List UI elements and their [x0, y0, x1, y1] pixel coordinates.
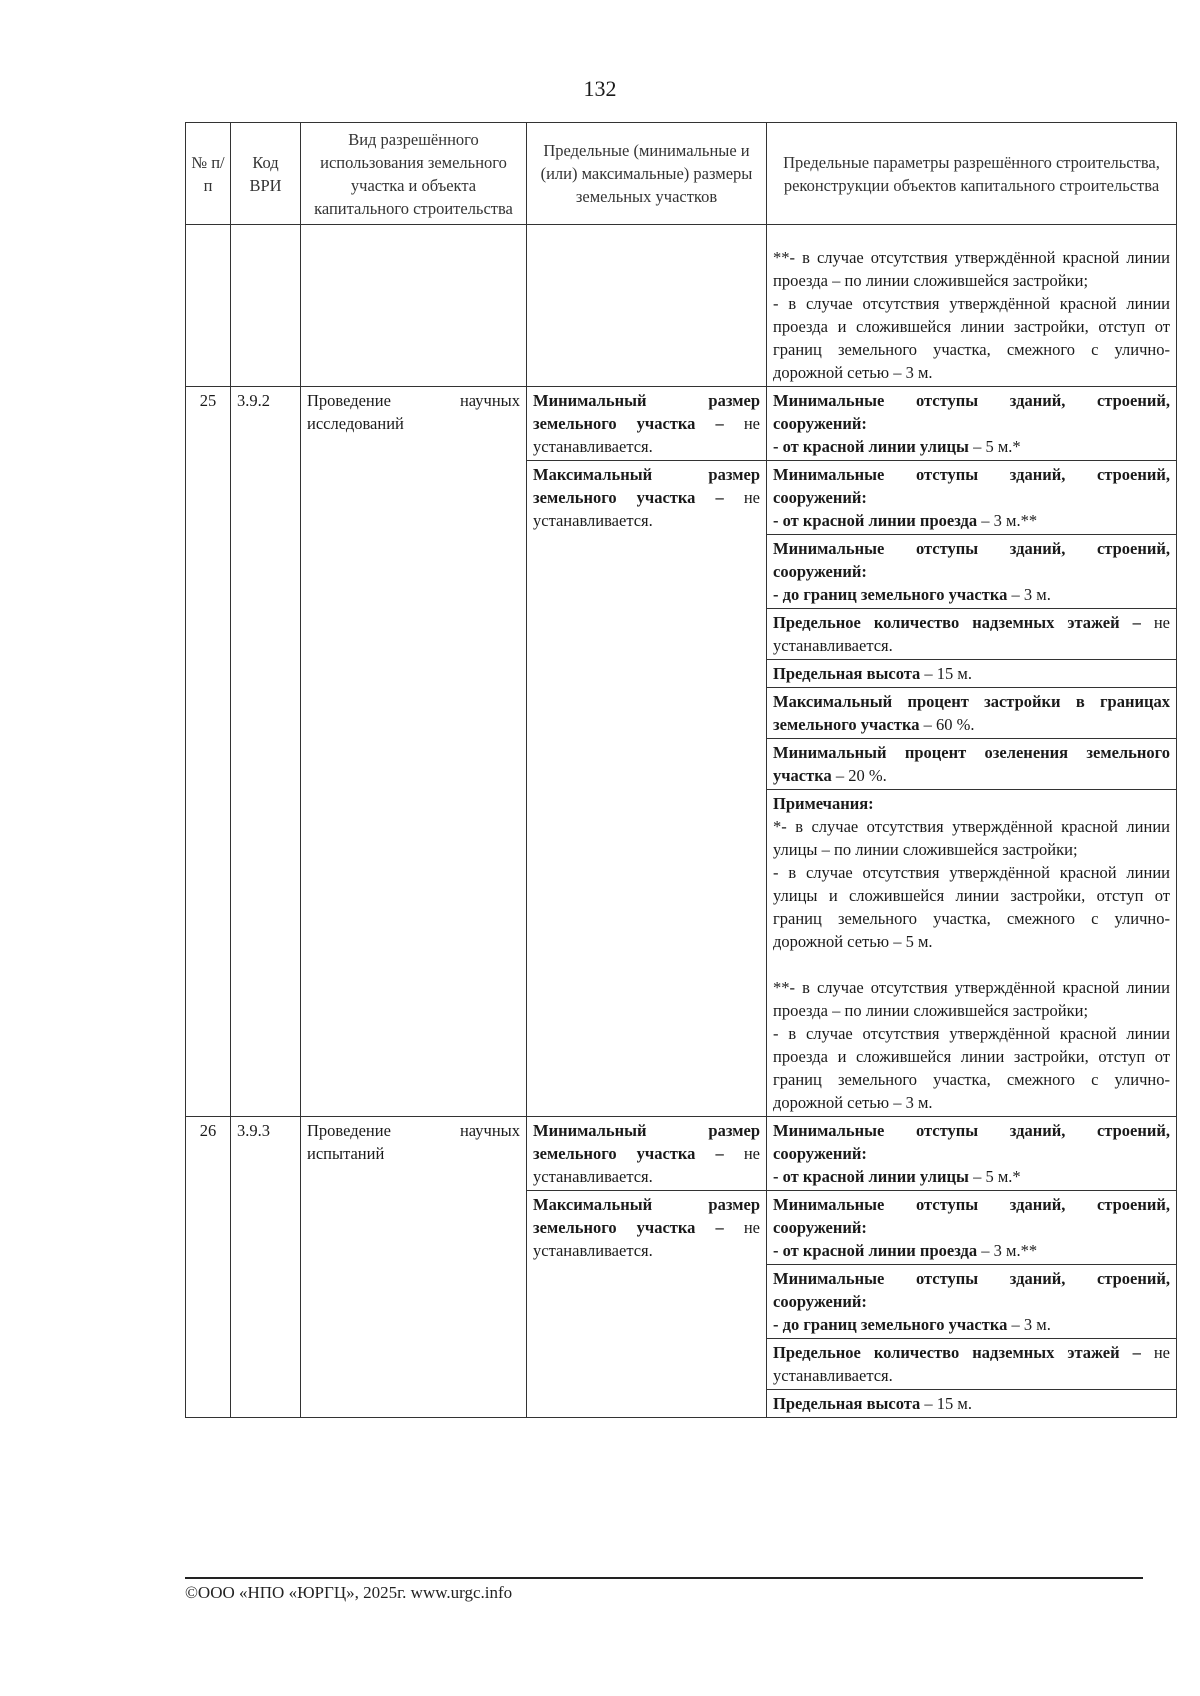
row25-note-1: *- в случае отсутствия утверждённой красной линии улицы – по линии сложившейся застройки;	[773, 817, 1170, 859]
row25-max-size-value: не устанавливается.	[533, 488, 760, 530]
row26-floors-value: не устанавливается.	[773, 1343, 1170, 1385]
regulations-table	[185, 122, 1177, 1418]
cont-num-cell	[186, 225, 231, 387]
row25-type: Проведение научных исследований	[301, 387, 527, 1117]
row26-setback-boundary-value: – 3 м.	[1007, 1315, 1051, 1334]
header-row	[186, 123, 1177, 225]
row25-setback-boundary-label: Минимальные отступы зданий, строений, сооружений:	[773, 539, 1170, 581]
row25-setback-street	[767, 387, 1176, 461]
row25-setback-driveway-value: – 3 м.**	[977, 511, 1038, 530]
row25-max-size-label: Максимальный размер земельного участка –	[533, 465, 760, 507]
row26-setback-driveway-value: – 3 м.**	[977, 1241, 1038, 1260]
row26-min-size-value: не устанавливается.	[533, 1144, 760, 1186]
table-row-25	[186, 387, 1177, 1117]
cont-params-cell	[767, 225, 1177, 387]
row25-greening-label: Минимальный процент озеленения земельного участка	[773, 743, 1170, 785]
row25-coverage-value: – 60 %.	[919, 715, 975, 734]
header-size: Предельные (минимальные и (или) максимальные) размеры земельных участков	[527, 123, 767, 225]
row25-setback-driveway-line: - от красной линии проезда	[773, 511, 978, 530]
row25-min-size-label: Минимальный размер земельного участка –	[533, 391, 760, 433]
row26-params-cell	[767, 1117, 1177, 1418]
row25-setback-street-label: Минимальные отступы зданий, строений, сооружений:	[773, 391, 1170, 433]
row25-setback-street-value: – 5 м.*	[968, 437, 1021, 456]
continuation-row	[186, 225, 1177, 387]
cont-type-cell	[301, 225, 527, 387]
row26-setback-boundary-line: - до границ земельного участка	[773, 1315, 1008, 1334]
row25-greening-value: – 20 %.	[831, 766, 887, 785]
row25-setback-street-line: - от красной линии улицы	[773, 437, 969, 456]
row26-floors-label: Предельное количество надземных этажей –	[773, 1343, 1141, 1362]
row26-size-cell	[527, 1117, 767, 1418]
row26-setback-boundary	[767, 1265, 1176, 1339]
row26-height-value: – 15 м.	[920, 1394, 972, 1413]
header-type: Вид разрешённого использования земельного участка и объекта капитального строительства	[301, 123, 527, 225]
row25-note-3: **- в случае отсутствия утверждённой красной линии проезда – по линии сложившейся застройки;	[773, 978, 1170, 1020]
row26-floors	[767, 1339, 1176, 1390]
row25-note-2: - в случае отсутствия утверждённой красной линии улицы и сложившейся линии застройки, отступ от границ земельного участка, смежного с улично-дорожной сетью – 5 м.	[773, 863, 1170, 951]
table-row-26	[186, 1117, 1177, 1418]
row25-notes-gap	[773, 953, 1170, 976]
header-params: Предельные параметры разрешённого строительства, реконструкции объектов капитального строительства	[767, 123, 1177, 225]
row26-setback-street-value: – 5 м.*	[968, 1167, 1021, 1186]
row25-setback-driveway	[767, 461, 1176, 535]
row26-setback-driveway-line: - от красной линии проезда	[773, 1241, 978, 1260]
row26-setback-boundary-label: Минимальные отступы зданий, строений, сооружений:	[773, 1269, 1170, 1311]
row26-type: Проведение научных испытаний	[301, 1117, 527, 1418]
row25-setback-boundary	[767, 535, 1176, 609]
footer-divider	[185, 1577, 1143, 1579]
row25-floors	[767, 609, 1176, 660]
row26-setback-driveway	[767, 1191, 1176, 1265]
row25-floors-label: Предельное количество надземных этажей –	[773, 613, 1141, 632]
row25-setback-boundary-line: - до границ земельного участка	[773, 585, 1008, 604]
row25-max-size	[527, 461, 766, 534]
row26-code: 3.9.3	[231, 1117, 301, 1418]
row25-coverage-label: Максимальный процент застройки в границах земельного участка	[773, 692, 1170, 734]
row26-setback-driveway-label: Минимальные отступы зданий, строений, сооружений:	[773, 1195, 1170, 1237]
row25-height	[767, 660, 1176, 688]
row26-setback-street-label: Минимальные отступы зданий, строений, сооружений:	[773, 1121, 1170, 1163]
row25-coverage	[767, 688, 1176, 739]
row25-setback-driveway-label: Минимальные отступы зданий, строений, сооружений:	[773, 465, 1170, 507]
row25-greening	[767, 739, 1176, 790]
row25-floors-value: не устанавливается.	[773, 613, 1170, 655]
row26-min-size	[527, 1117, 766, 1191]
row26-setback-street-line: - от красной линии улицы	[773, 1167, 969, 1186]
row25-size-cell	[527, 387, 767, 1117]
row25-setback-boundary-value: – 3 м.	[1007, 585, 1051, 604]
row25-height-label: Предельная высота	[773, 664, 921, 683]
page-number: 132	[583, 76, 617, 101]
row25-notes	[767, 790, 1176, 1116]
row26-max-size-label: Максимальный размер земельного участка –	[533, 1195, 760, 1237]
row26-max-size-value: не устанавливается.	[533, 1218, 760, 1260]
cont-code-cell	[231, 225, 301, 387]
row25-notes-title: Примечания:	[773, 794, 874, 813]
row26-height-label: Предельная высота	[773, 1394, 921, 1413]
row25-min-size-value: не устанавливается.	[533, 414, 760, 456]
row26-height	[767, 1390, 1176, 1417]
header-code: Код ВРИ	[231, 123, 301, 225]
row25-params-cell	[767, 387, 1177, 1117]
row26-num: 26	[186, 1117, 231, 1418]
row25-height-value: – 15 м.	[920, 664, 972, 683]
row25-min-size	[527, 387, 766, 461]
row25-code: 3.9.2	[231, 387, 301, 1117]
cont-size-cell	[527, 225, 767, 387]
row26-max-size	[527, 1191, 766, 1264]
header-num: № п/п	[186, 123, 231, 225]
cont-note-1: **- в случае отсутствия утверждённой красной линии проезда – по линии сложившейся застройки;	[773, 248, 1170, 290]
row25-num: 25	[186, 387, 231, 1117]
row26-min-size-label: Минимальный размер земельного участка –	[533, 1121, 760, 1163]
row25-note-4: - в случае отсутствия утверждённой красной линии проезда и сложившейся линии застройки, отступ от границ земельного участка, смежного с улично-дорожной сетью – 3 м.	[773, 1024, 1170, 1112]
row26-setback-street	[767, 1117, 1176, 1191]
cont-note-2: - в случае отсутствия утверждённой красной линии проезда и сложившейся линии застройки, отступ от границ земельного участка, смежного с улично-дорожной сетью – 3 м.	[773, 294, 1170, 382]
footer-copyright: ©ООО «НПО «ЮРГЦ», 2025г. www.urgc.info	[185, 1583, 513, 1602]
